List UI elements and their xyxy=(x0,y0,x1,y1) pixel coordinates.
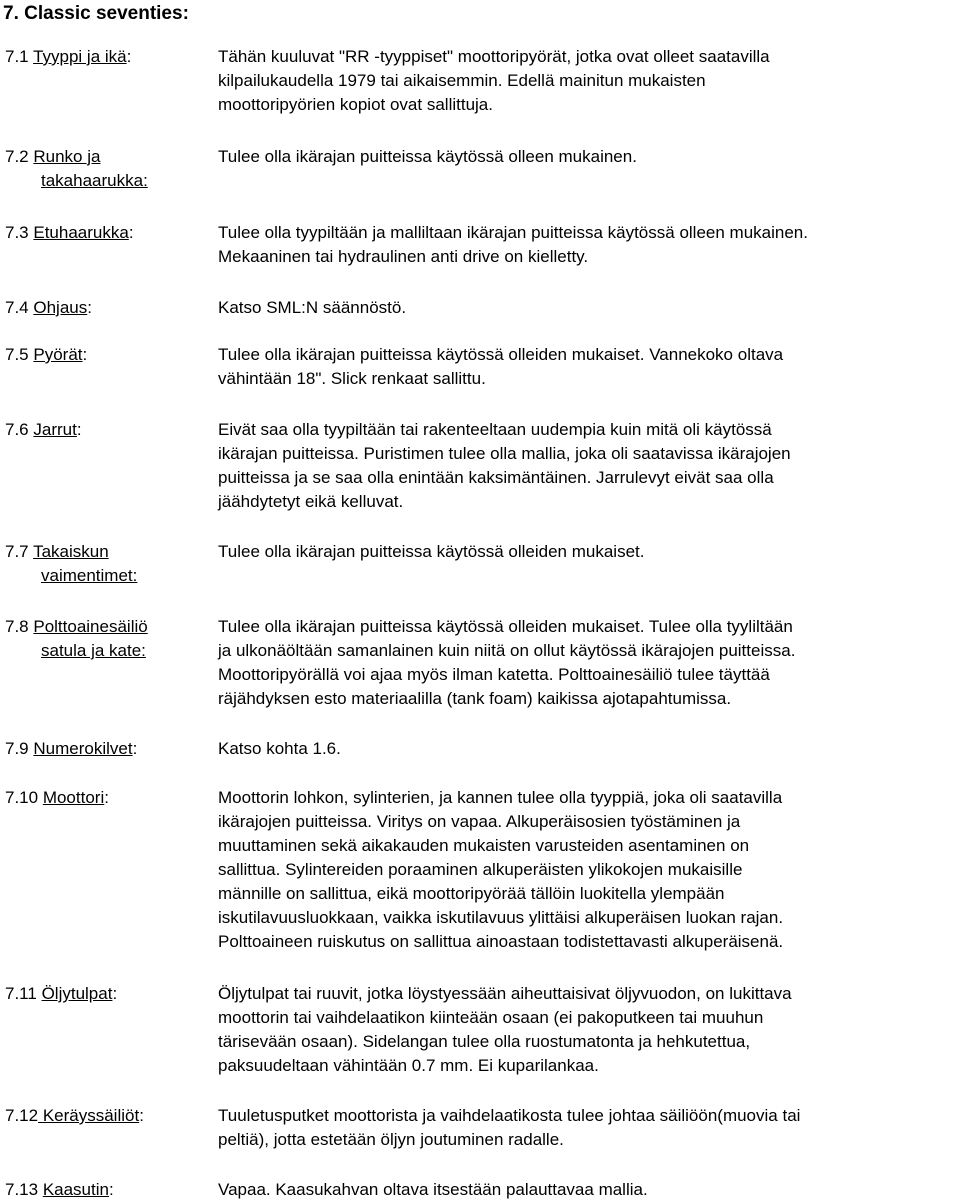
body-line: räjähdyksen esto materiaalilla (tank foam) kaikissa ajotapahtumissa. xyxy=(218,689,732,708)
section-label xyxy=(5,221,210,245)
section-suffix: : xyxy=(104,788,109,807)
section-label xyxy=(5,615,210,663)
section-body xyxy=(218,343,960,391)
section-name: Öljytulpat xyxy=(41,984,113,1003)
body-line: männille on sallittua, eikä moottoripyörää tällöin luokitella ylempään xyxy=(218,884,725,903)
section-suffix: : xyxy=(132,739,138,758)
section-number: 7.5 xyxy=(5,345,34,364)
body-line: peltiä), jotta estetään öljyn joutuminen radalle. xyxy=(218,1130,564,1149)
section-body xyxy=(218,1178,960,1202)
section-label xyxy=(5,1178,210,1202)
body-line: ikärajojen puitteissa. Viritys on vapaa. Alkuperäisosien työstäminen ja xyxy=(218,812,741,831)
section-label xyxy=(5,982,210,1006)
body-line: Moottorin lohkon, sylinterien, ja kannen tulee olla tyyppiä, joka oli saatavilla xyxy=(218,788,783,807)
section-name-continued: satula ja kate: xyxy=(41,641,146,660)
section-label xyxy=(5,418,210,442)
body-line: Katso kohta 1.6. xyxy=(218,739,341,758)
section-name: Etuhaarukka xyxy=(33,223,129,242)
section-name: Jarrut xyxy=(33,420,77,439)
body-line: ja ulkonäöltään samanlainen kuin niitä on ollut käytössä ikärajojen puitteissa. xyxy=(218,641,796,660)
section-number: 7.13 xyxy=(5,1180,43,1199)
section-number: 7.12 xyxy=(5,1106,39,1125)
section-name: Keräyssäiliöt xyxy=(38,1106,140,1125)
section-name: Moottori xyxy=(42,788,105,807)
section-name-continued: vaimentimet: xyxy=(41,566,138,585)
body-line: vähintään 18". Slick renkaat sallittu. xyxy=(218,369,486,388)
section-suffix: : xyxy=(82,345,88,364)
body-line: Tulee olla tyypiltään ja malliltaan ikärajan puitteissa käytössä olleen mukainen. xyxy=(218,223,808,242)
body-line: paksuudeltaan vähintään 0.7 mm. Ei kuparilankaa. xyxy=(218,1056,599,1075)
body-line: moottorin tai vaihdelaatikon kiinteään osaan (ei pakoputkeen tai muuhun xyxy=(218,1008,764,1027)
body-line: tärisevään osaan). Sidelangan tulee olla ruostumatonta ja hehkutettua, xyxy=(218,1032,751,1051)
body-line: Tähän kuuluvat "RR -tyyppiset" moottoripyörät, jotka ovat olleet saatavilla xyxy=(218,47,770,66)
section-number: 7.2 xyxy=(5,147,34,166)
section-body xyxy=(218,221,960,269)
section-number: 7.8 xyxy=(5,617,34,636)
section-body xyxy=(218,145,960,169)
section-label xyxy=(5,296,210,320)
body-line: Polttoaineen ruiskutus on sallittua ainoastaan todistettavasti alkuperäisenä. xyxy=(218,932,784,951)
page-title: 7. Classic seventies: xyxy=(3,3,189,24)
section-body xyxy=(218,737,960,761)
section-name: Runko ja xyxy=(33,147,101,166)
section-label xyxy=(5,45,210,69)
section-body xyxy=(218,540,960,564)
section-number: 7.4 xyxy=(5,298,34,317)
section-suffix: : xyxy=(139,1106,144,1125)
section-number: 7.1 xyxy=(5,47,34,66)
section-name: Pyörät xyxy=(33,345,83,364)
section-name: Ohjaus xyxy=(33,298,88,317)
section-body xyxy=(218,982,960,1078)
body-line: Mekaaninen tai hydraulinen anti drive on kielletty. xyxy=(218,247,589,266)
body-line: Öljytulpat tai ruuvit, jotka löystyessään aiheuttaisivat öljyvuodon, on lukittava xyxy=(218,984,792,1003)
body-line: iskutilavuusluokkaan, vaikka iskutilavuus ylittäisi alkuperäisen luokan rajan. xyxy=(218,908,784,927)
body-line: kilpailukaudella 1979 tai aikaisemmin. Edellä mainitun mukaisten xyxy=(218,71,706,90)
section-body xyxy=(218,45,960,117)
section-body xyxy=(218,615,960,711)
section-name: Numerokilvet xyxy=(33,739,133,758)
section-number: 7.9 xyxy=(5,739,34,758)
body-line: Tulee olla ikärajan puitteissa käytössä olleen mukainen. xyxy=(218,147,637,166)
section-suffix: : xyxy=(128,223,134,242)
body-line: Tulee olla ikärajan puitteissa käytössä olleiden mukaiset. Vannekoko oltava xyxy=(218,345,784,364)
section-body xyxy=(218,1104,960,1152)
body-line: sallittua. Sylintereiden poraaminen alkuperäisten ylikokojen mukaisille xyxy=(218,860,743,879)
section-name: Kaasutin xyxy=(42,1180,109,1199)
section-number: 7.11 xyxy=(5,984,42,1003)
section-suffix: : xyxy=(76,420,82,439)
body-line: ikärajan puitteissa. Puristimen tulee olla mallia, joka oli saatavissa ikärajojen xyxy=(218,444,791,463)
section-number: 7.7 xyxy=(5,542,34,561)
section-suffix: : xyxy=(87,298,92,317)
section-body xyxy=(218,786,960,954)
section-label xyxy=(5,737,210,761)
section-number: 7.10 xyxy=(5,788,43,807)
section-label xyxy=(5,786,210,810)
section-label xyxy=(5,145,210,193)
section-body xyxy=(218,418,960,514)
body-line: Katso SML:N säännöstö. xyxy=(218,298,407,317)
section-name: Polttoainesäiliö xyxy=(33,617,148,636)
body-line: puitteissa ja se saa olla enintään kaksimäntäinen. Jarrulevyt eivät saa olla xyxy=(218,468,774,487)
body-line: moottoripyörien kopiot ovat sallittuja. xyxy=(218,95,493,114)
body-line: Tulee olla ikärajan puitteissa käytössä olleiden mukaiset. Tulee olla tyyliltään xyxy=(218,617,793,636)
body-line: muuttaminen sekä aikakauden mukaisten varusteiden asentaminen on xyxy=(218,836,750,855)
body-line: Tulee olla ikärajan puitteissa käytössä olleiden mukaiset. xyxy=(218,542,645,561)
section-label xyxy=(5,343,210,367)
section-number: 7.6 xyxy=(5,420,34,439)
section-suffix: : xyxy=(126,47,132,66)
section-name: Tyyppi ja ikä xyxy=(33,47,127,66)
section-label xyxy=(5,540,210,588)
body-line: Tuuletusputket moottorista ja vaihdelaatikosta tulee johtaa säiliöön(muovia tai xyxy=(218,1106,801,1125)
section-number: 7.3 xyxy=(5,223,34,242)
section-name: Takaiskun xyxy=(33,542,109,561)
section-name-continued: takahaarukka: xyxy=(41,171,148,190)
body-line: jäähdytetyt eikä kelluvat. xyxy=(218,492,404,511)
section-label xyxy=(5,1104,210,1128)
section-suffix: : xyxy=(112,984,118,1003)
section-body xyxy=(218,296,960,320)
section-suffix: : xyxy=(108,1180,114,1199)
body-line: Vapaa. Kaasukahvan oltava itsestään palauttavaa mallia. xyxy=(218,1180,648,1199)
body-line: Eivät saa olla tyypiltään tai rakenteeltaan uudempia kuin mitä oli käytössä xyxy=(218,420,772,439)
body-line: Moottoripyörällä voi ajaa myös ilman katetta. Polttoainesäiliö tulee täyttää xyxy=(218,665,770,684)
